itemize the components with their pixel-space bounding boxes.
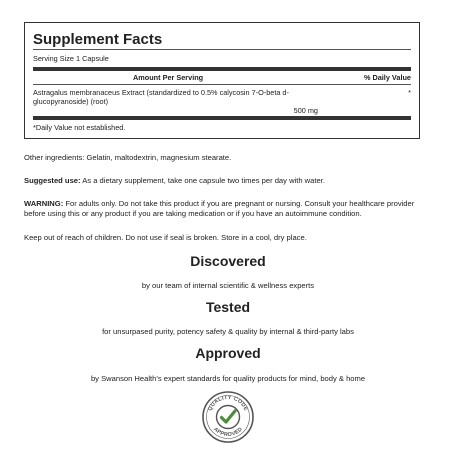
section-text-approved: by Swanson Health's expert standards for quality products for mind, body & home <box>90 374 366 383</box>
ingredient-name: Astragalus membranaceus Extract (standardized to 0.5% calycosin 7-O-beta d-glucopyranoside) (root) <box>33 88 289 106</box>
warning-label: WARNING: <box>24 199 64 208</box>
suggested-use-text: As a dietary supplement, take one capsule two times per day with water. <box>80 176 325 185</box>
column-headers <box>33 71 411 84</box>
section-text-tested: for unsurpased purity, potency safety & quality by internal & third-party labs <box>102 327 354 336</box>
ingredient-cell <box>33 88 318 116</box>
ingredient-row <box>33 85 411 116</box>
quality-code-approved-seal-icon <box>201 390 255 444</box>
section-heading-approved: Approved <box>195 345 261 361</box>
ingredient-daily-value: * <box>408 88 411 97</box>
facts-title: Supplement Facts <box>33 31 163 48</box>
suggested-use-label: Suggested use: <box>24 176 81 185</box>
daily-value-footnote: *Daily Value not established. <box>33 123 126 132</box>
divider <box>33 49 411 50</box>
daily-value-header: % Daily Value <box>363 73 411 82</box>
section-heading-tested: Tested <box>205 299 251 315</box>
seal-top-text: QUALITY CODE <box>207 394 249 412</box>
other-ingredients: Other ingredients: Gelatin, maltodextrin, magnesium stearate. <box>24 153 232 162</box>
warning <box>24 199 434 218</box>
section-heading-discovered: Discovered <box>190 253 266 269</box>
ingredient-amount: 500 mg <box>293 106 318 115</box>
seal-bottom-text: APPROVED <box>212 426 244 439</box>
warning-text: For adults only. Do not take this product if you are pregnant or nursing. Consult your healthcare provider before using this or any product if you are taking medication or if you have an autoimmune condition. <box>24 199 415 218</box>
amount-header: Amount Per Serving <box>133 73 204 82</box>
section-text-discovered: by our team of internal scientific & wellness experts <box>141 281 315 290</box>
storage-note: Keep out of reach of children. Do not use if seal is broken. Store in a cool, dry place. <box>24 233 307 242</box>
serving-size: Serving Size 1 Capsule <box>33 54 109 63</box>
supplement-facts-panel <box>24 22 420 139</box>
suggested-use <box>24 176 434 186</box>
